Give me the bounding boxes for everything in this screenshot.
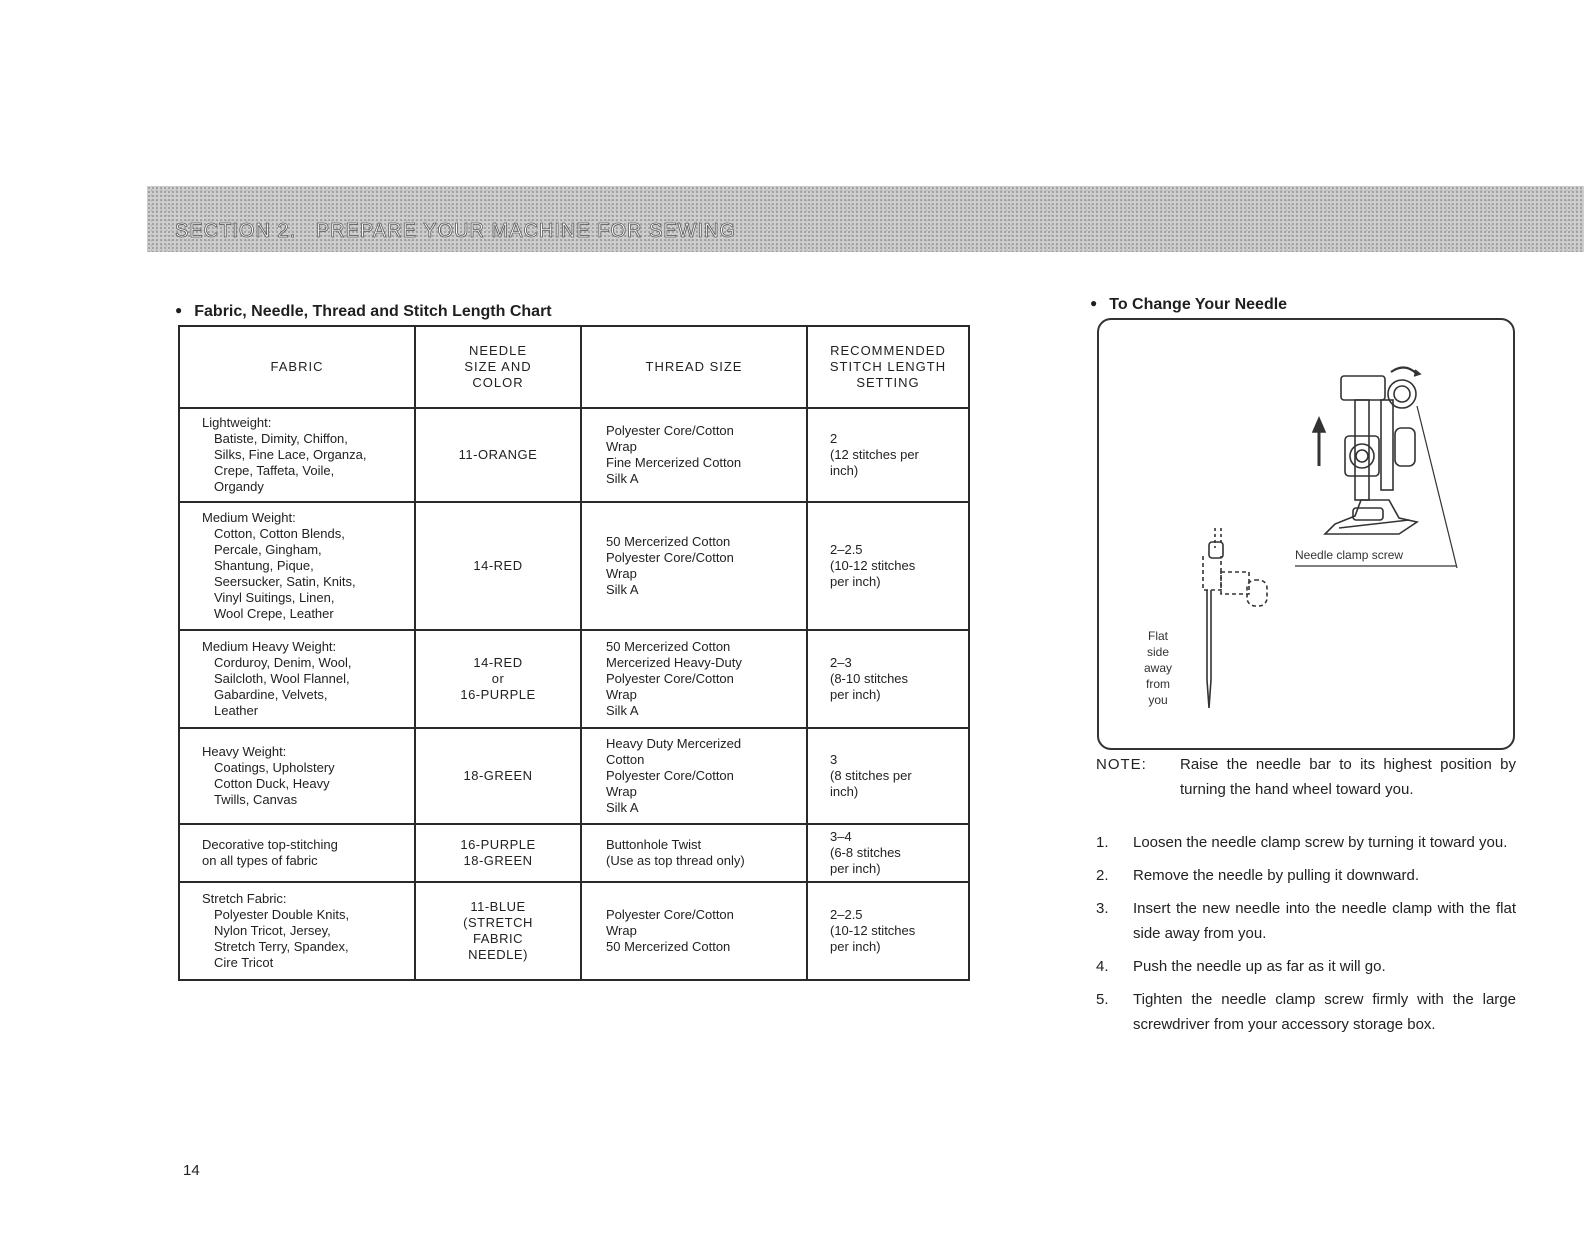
column-header-fabric: FABRIC [179, 326, 415, 408]
fabric-cell [179, 408, 415, 502]
needle-change-heading [1090, 296, 1287, 314]
fabric-cell [179, 502, 415, 630]
step-text: Remove the needle by pulling it downward. [1133, 867, 1420, 884]
fabric-list: Corduroy, Denim, Wool, Sailcloth, Wool Flannel, Gabardine, Velvets, Leather [214, 655, 352, 718]
needle-change-steps [1096, 830, 1516, 1045]
stitch-cell: 3–4 (6-8 stitches per inch) [807, 824, 969, 882]
flat-side-label: Flat side away from you [1143, 629, 1172, 707]
stitch-cell: 3 (8 stitches per inch) [807, 728, 969, 824]
note-text: Raise the needle bar to its highest position by turning the hand wheel toward you. [1180, 756, 1516, 798]
fabric-list: Coatings, Upholstery Cotton Duck, Heavy Twills, Canvas [214, 760, 335, 807]
thread-cell: Polyester Core/Cotton Wrap 50 Mercerized Cotton [581, 882, 807, 980]
stitch-cell: 2–2.5 (10-12 stitches per inch) [807, 882, 969, 980]
fabric-title: Medium Weight: [202, 510, 296, 525]
list-item [1096, 896, 1516, 946]
step-number: 3. [1096, 900, 1109, 917]
thread-cell: Heavy Duty Mercerized Cotton Polyester Core/Cotton Wrap Silk A [581, 728, 807, 824]
column-header-stitch: RECOMMENDED STITCH LENGTH SETTING [807, 326, 969, 408]
needle-clamp-screw-label: Needle clamp screw [1295, 548, 1404, 562]
table-row [179, 824, 969, 882]
fabric-title: Decorative top-stitching on all types of fabric [202, 837, 338, 868]
thread-cell: Buttonhole Twist (Use as top thread only) [581, 824, 807, 882]
note-block [1096, 752, 1516, 802]
fabric-title: Medium Heavy Weight: [202, 639, 337, 654]
step-text: Push the needle up as far as it will go. [1133, 958, 1386, 975]
needle-cell: 16-PURPLE 18-GREEN [415, 824, 581, 882]
column-header-needle: NEEDLE SIZE AND COLOR [415, 326, 581, 408]
step-number: 2. [1096, 867, 1109, 884]
step-number: 5. [1096, 991, 1109, 1008]
note-label: NOTE: [1096, 756, 1147, 773]
table-row [179, 728, 969, 824]
needle-cell: 14-RED [415, 502, 581, 630]
bullet-icon: ● [175, 303, 183, 317]
thread-cell: Polyester Core/Cotton Wrap Fine Mercerized Cotton Silk A [581, 408, 807, 502]
chart-heading [175, 303, 552, 321]
stitch-cell: 2 (12 stitches per inch) [807, 408, 969, 502]
needle-cell: 18-GREEN [415, 728, 581, 824]
section-title: SECTION 2. PREPARE YOUR MACHINE FOR SEWING [175, 220, 737, 242]
fabric-cell [179, 882, 415, 980]
fabric-cell [179, 728, 415, 824]
fabric-cell [179, 824, 415, 882]
fabric-title: Heavy Weight: [202, 744, 287, 759]
needle-cell: 11-ORANGE [415, 408, 581, 502]
list-item [1096, 987, 1516, 1037]
list-item [1096, 863, 1516, 888]
page-number: 14 [183, 1162, 200, 1179]
table-row [179, 502, 969, 630]
fabric-needle-thread-chart [178, 325, 970, 981]
column-header-thread: THREAD SIZE [581, 326, 807, 408]
needle-cell: 11-BLUE (STRETCH FABRIC NEEDLE) [415, 882, 581, 980]
fabric-list: Batiste, Dimity, Chiffon, Silks, Fine Lace, Organza, Crepe, Taffeta, Voile, Organdy [214, 431, 367, 494]
step-text: Tighten the needle clamp screw firmly with the large screwdriver from your accessory storage box. [1133, 991, 1516, 1033]
step-number: 1. [1096, 834, 1109, 851]
thread-cell: 50 Mercerized Cotton Mercerized Heavy-Duty Polyester Core/Cotton Wrap Silk A [581, 630, 807, 728]
needle-change-heading-text: To Change Your Needle [1109, 296, 1288, 313]
chart-heading-text: Fabric, Needle, Thread and Stitch Length Chart [194, 303, 552, 320]
table-row [179, 630, 969, 728]
needle-illustration-box [1097, 318, 1515, 750]
table-header-row [179, 326, 969, 408]
step-number: 4. [1096, 958, 1109, 975]
fabric-cell [179, 630, 415, 728]
list-item [1096, 954, 1516, 979]
stitch-cell: 2–3 (8-10 stitches per inch) [807, 630, 969, 728]
step-text: Loosen the needle clamp screw by turning it toward you. [1133, 834, 1508, 851]
stitch-cell: 2–2.5 (10-12 stitches per inch) [807, 502, 969, 630]
table-row [179, 408, 969, 502]
bullet-icon: ● [1090, 296, 1098, 310]
section-header-bar [147, 186, 1584, 252]
list-item [1096, 830, 1516, 855]
fabric-title: Lightweight: [202, 415, 272, 430]
thread-cell: 50 Mercerized Cotton Polyester Core/Cotton Wrap Silk A [581, 502, 807, 630]
step-text: Insert the new needle into the needle clamp with the flat side away from you. [1133, 900, 1516, 942]
fabric-list: Polyester Double Knits, Nylon Tricot, Jersey, Stretch Terry, Spandex, Cire Tricot [214, 907, 350, 970]
fabric-title: Stretch Fabric: [202, 891, 287, 906]
needle-cell: 14-RED or 16-PURPLE [415, 630, 581, 728]
fabric-list: Cotton, Cotton Blends, Percale, Gingham, Shantung, Pique, Seersucker, Satin, Knits, Vinyl Suitings, Linen, Wool Crepe, Leather [214, 526, 356, 621]
table-row [179, 882, 969, 980]
